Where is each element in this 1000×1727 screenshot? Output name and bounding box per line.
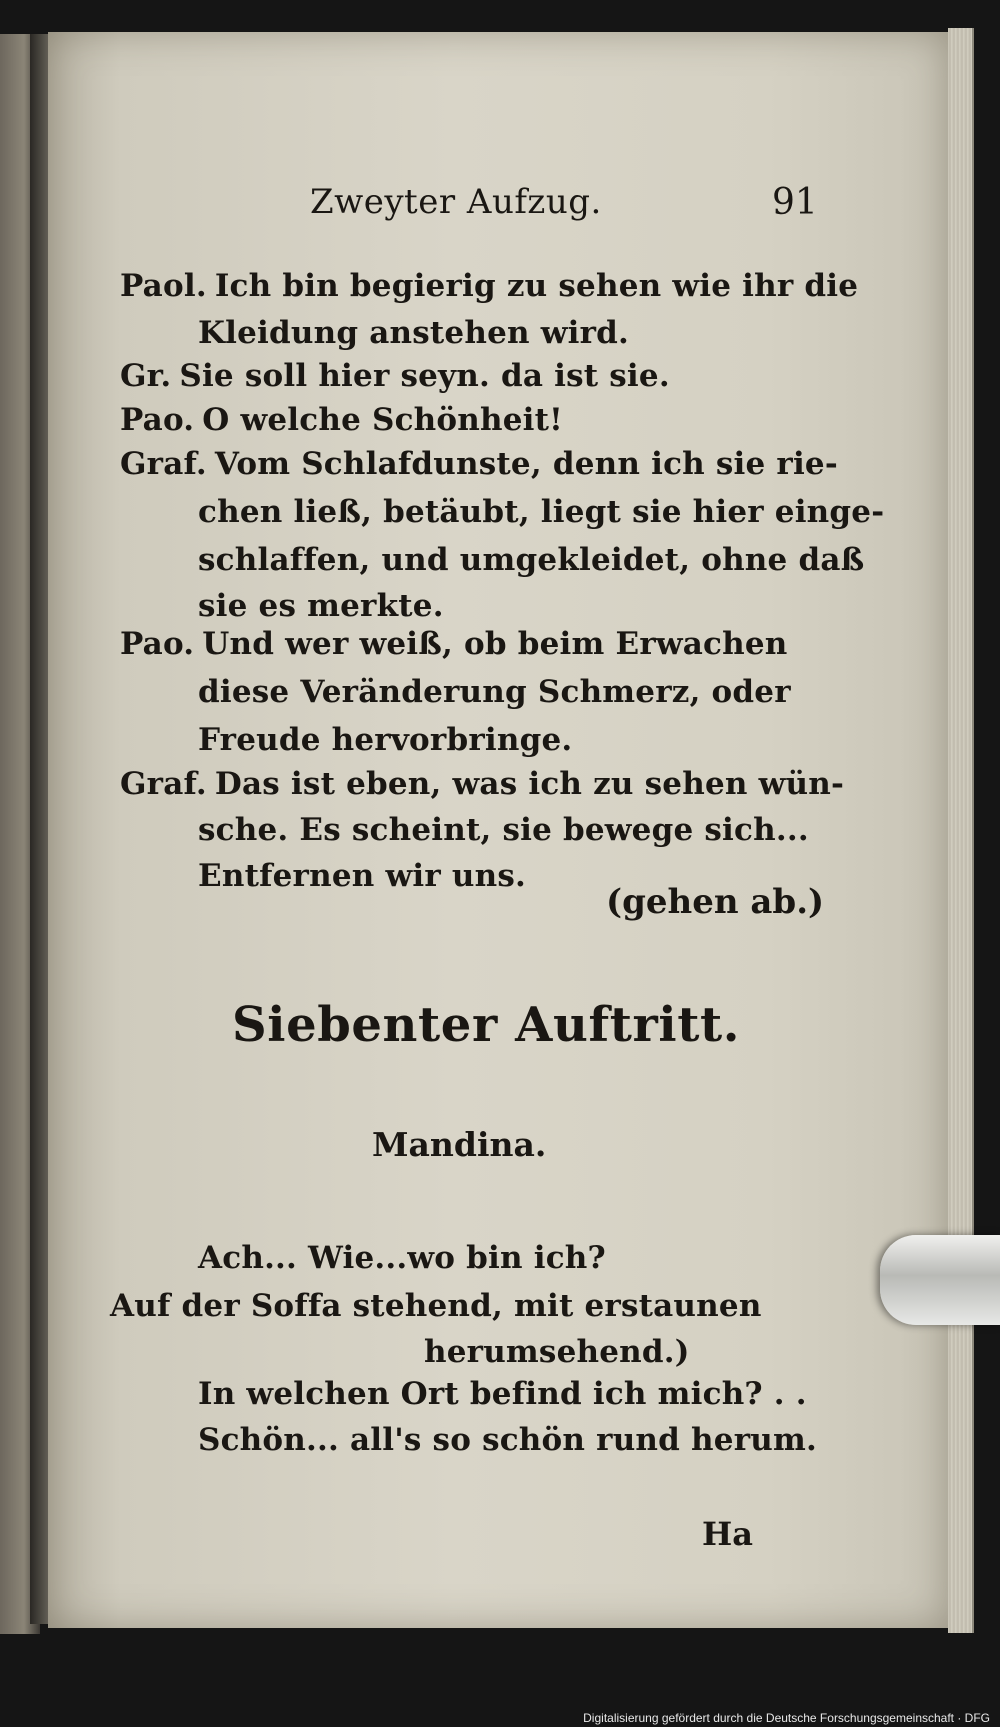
stage-direction-exit: (gehen ab.): [606, 882, 825, 922]
dialogue-text: Ich bin begierig zu sehen wie ihr die: [214, 268, 859, 304]
dialogue-line: [120, 358, 670, 395]
dialogue-line: [198, 588, 444, 625]
dialogue-text: sie es merkte.: [198, 588, 444, 624]
dialogue-text: Vom Schlafdunste, denn ich sie rie-: [214, 446, 838, 482]
dialogue-line: [198, 674, 791, 711]
dialogue-text: chen ließ, betäubt, liegt sie hier einge-: [198, 494, 885, 530]
dialogue-line: [198, 812, 809, 849]
dialogue-text: Das ist eben, was ich zu sehen wün-: [214, 766, 845, 802]
dialogue-text: Sie soll hier seyn. da ist sie.: [179, 358, 670, 394]
speaker-name: Graf.: [120, 446, 207, 482]
dialogue-line: [198, 858, 526, 895]
speaker-name: Graf.: [120, 766, 207, 802]
dialogue-text: O welche Schönheit!: [202, 402, 563, 438]
monologue-line: In welchen Ort befind ich mich? . .: [198, 1376, 807, 1412]
dialogue-line: [120, 766, 844, 803]
dialogue-line: [120, 402, 563, 439]
dialogue-text: schlaffen, und umgekleidet, ohne daß: [198, 542, 865, 578]
dialogue-line: [120, 268, 858, 305]
monologue-line: herumsehend.): [424, 1334, 690, 1370]
speaker-name: Gr.: [120, 358, 172, 394]
dialogue-text: Freude hervorbringe.: [198, 722, 573, 758]
dialogue-line: [198, 315, 629, 352]
catchword: Ha: [702, 1515, 753, 1553]
digitization-footer: Digitalisierung gefördert durch die Deutsche Forschungsgemeinschaft · DFG: [583, 1711, 990, 1725]
dialogue-text: Und wer weiß, ob beim Erwachen: [202, 626, 788, 662]
scene-heading: Siebenter Auftritt.: [232, 997, 741, 1053]
dialogue-text: Entfernen wir uns.: [198, 858, 526, 894]
speaker-name: Paol.: [120, 268, 207, 304]
dialogue-line: [120, 626, 788, 663]
character-name: Mandina.: [372, 1125, 547, 1164]
monologue-line: Schön... all's so schön rund herum.: [198, 1422, 817, 1458]
page-number: 91: [772, 182, 818, 223]
dialogue-text: Kleidung anstehen wird.: [198, 315, 630, 351]
dialogue-text: sche. Es scheint, sie bewege sich...: [198, 812, 809, 848]
dialogue-line: [198, 722, 572, 759]
dialogue-line: [198, 494, 884, 531]
dialogue-text: diese Veränderung Schmerz, oder: [198, 674, 791, 710]
speaker-name: Pao.: [120, 626, 195, 662]
dialogue-line: [198, 542, 864, 579]
dialogue-line: [120, 446, 838, 483]
monologue-line: Auf der Soffa stehend, mit erstaunen: [110, 1288, 762, 1324]
running-head: Zweyter Aufzug.: [310, 182, 602, 222]
monologue-line: Ach... Wie...wo bin ich?: [198, 1240, 606, 1276]
speaker-name: Pao.: [120, 402, 195, 438]
